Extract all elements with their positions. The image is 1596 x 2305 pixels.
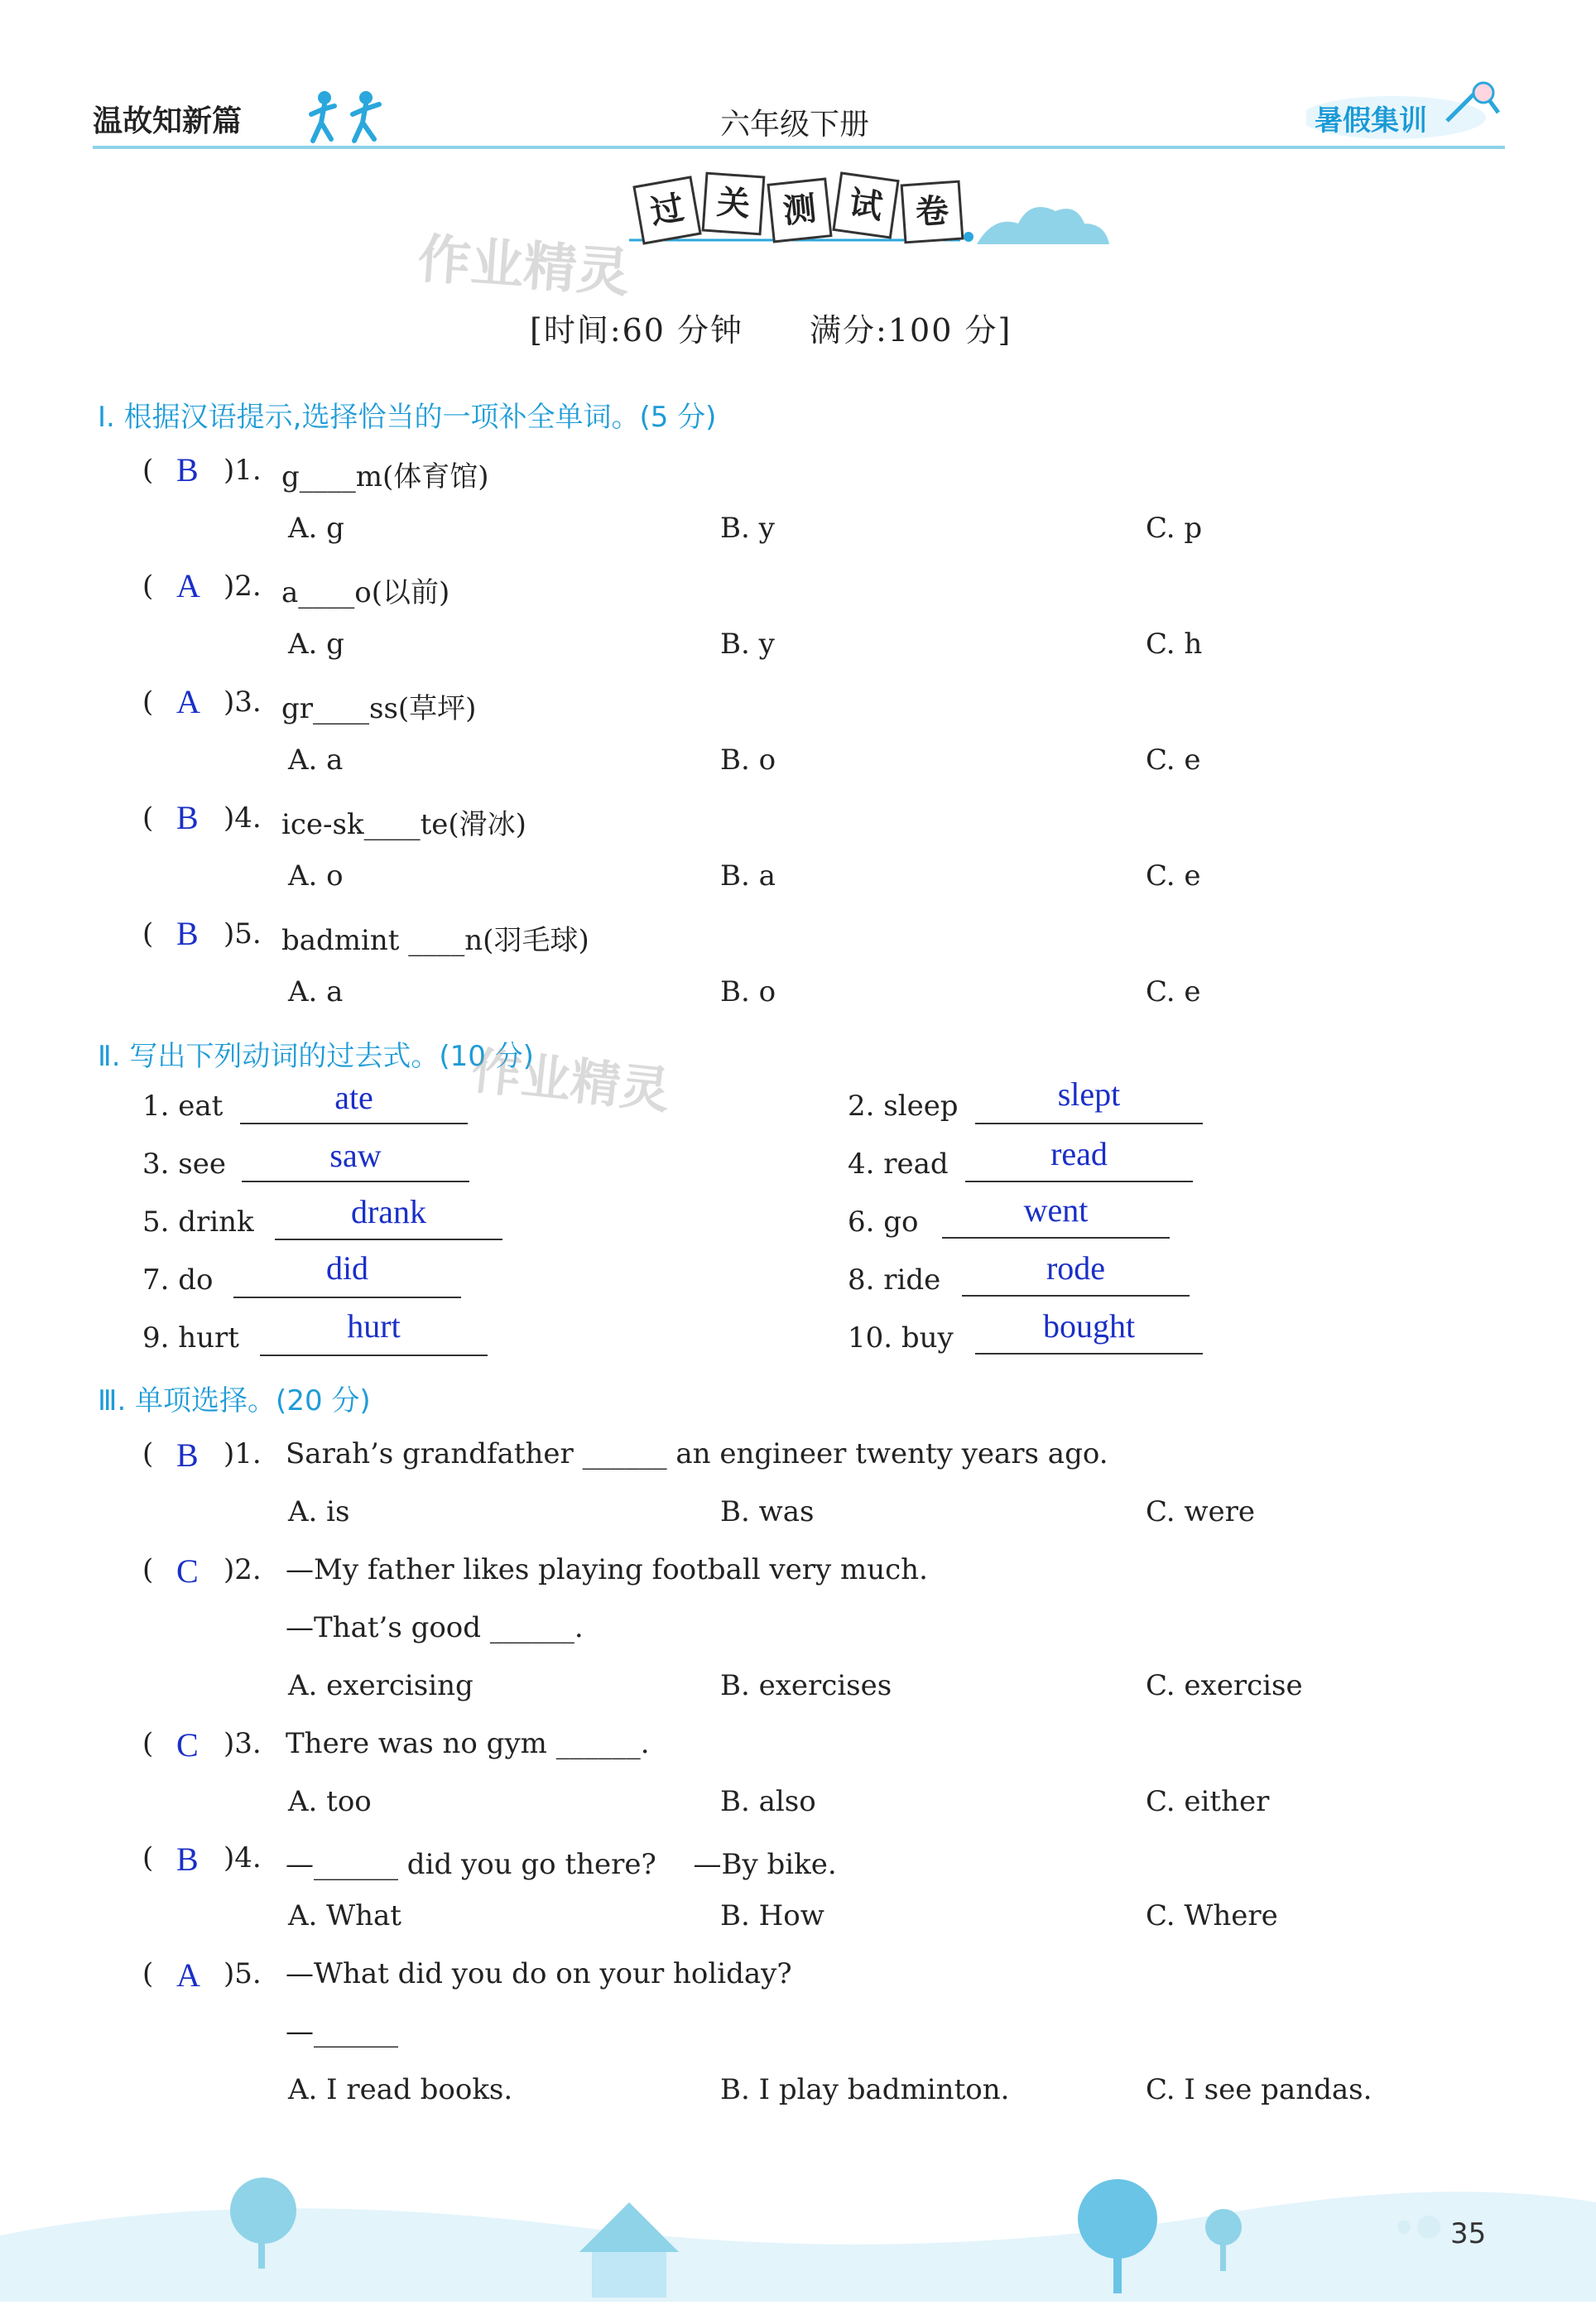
answer-mark: C [176, 1726, 199, 1764]
option-b: B. I play badminton. [720, 2073, 1010, 2106]
header-center-title: 六年级下册 [720, 108, 870, 142]
question-number: )5. [224, 917, 262, 950]
question-stem: g____m(体育馆) [281, 460, 489, 493]
question-paren: ( [142, 570, 154, 603]
verb-answer: saw [329, 1137, 382, 1174]
option-c: C. were [1146, 1495, 1256, 1528]
question-paren: ( [142, 1727, 154, 1760]
title-char-1: 过 [632, 176, 701, 244]
watermark-2: 作业精灵 [469, 1042, 673, 1121]
question-paren: ( [142, 1841, 154, 1874]
question-paren: ( [142, 454, 154, 487]
question-number: )5. [224, 1957, 262, 1990]
answer-line [233, 1297, 461, 1298]
question-number: )3. [224, 686, 262, 719]
option-c: C. exercise [1146, 1669, 1303, 1702]
verb-label: 9. hurt [142, 1321, 239, 1355]
question-stem-line2: —______ [286, 2015, 398, 2048]
question-stem: Sarah’s grandfather ______ an engineer twenty years ago. [286, 1437, 1108, 1470]
answer-line [242, 1181, 469, 1182]
option-a: A. g [288, 628, 344, 661]
answer-mark: B [176, 915, 199, 952]
question-stem: —My father likes playing football very much. [286, 1553, 928, 1586]
option-b: B. also [720, 1785, 816, 1818]
question-paren: ( [142, 1553, 154, 1586]
option-c: C. I see pandas. [1146, 2073, 1372, 2106]
answer-mark: A [176, 567, 200, 604]
option-c: C. p [1146, 512, 1203, 545]
header-logo [1315, 98, 1427, 138]
question-paren: ( [142, 917, 154, 950]
question-stem: gr____ss(草坪) [281, 692, 477, 725]
verb-label: 8. ride [848, 1263, 941, 1297]
question-number: )4. [224, 801, 262, 835]
verb-answer: hurt [347, 1307, 401, 1345]
answer-mark: B [176, 799, 199, 836]
question-paren: ( [142, 1437, 154, 1470]
watermark-1: 作业精灵 [416, 229, 632, 305]
answer-line [962, 1295, 1190, 1297]
verb-answer: slept [1057, 1076, 1121, 1113]
question-stem: a____o(以前) [281, 576, 450, 609]
verb-answer: read [1050, 1135, 1108, 1172]
question-stem: ice-sk____te(滑冰) [281, 808, 526, 841]
option-a: A. I read books. [288, 2073, 513, 2106]
verb-answer: went [1023, 1191, 1089, 1229]
page-number: 35 [1450, 2217, 1487, 2250]
title-char-2: 关 [702, 172, 766, 236]
option-b: B. y [720, 628, 775, 661]
verb-answer: did [325, 1249, 369, 1287]
option-b: B. o [720, 975, 776, 1008]
answer-line [942, 1237, 1170, 1239]
question-stem: —______ did you go there? —By bike. [286, 1848, 837, 1881]
option-a: A. is [288, 1495, 350, 1528]
verb-answer: rode [1046, 1249, 1106, 1287]
title-char-5: 卷 [901, 180, 964, 244]
verb-answer: bought [1042, 1307, 1136, 1345]
option-a: A. g [288, 512, 344, 545]
option-b: B. How [720, 1899, 824, 1932]
footer-landscape [0, 2136, 1596, 2302]
question-number: )3. [224, 1727, 262, 1760]
title-char-3: 测 [767, 177, 832, 243]
option-a: A. o [288, 859, 344, 893]
verb-label: 6. go [848, 1205, 919, 1239]
question-stem-line2: —That’s good ______. [286, 1611, 584, 1644]
option-a: A. too [288, 1785, 372, 1818]
option-a: A. exercising [288, 1669, 474, 1702]
question-number: )2. [224, 570, 262, 603]
verb-label: 1. eat [142, 1090, 224, 1123]
question-paren: ( [142, 1957, 154, 1990]
question-paren: ( [142, 686, 154, 719]
question-number: )1. [224, 1437, 262, 1470]
question-stem: —What did you do on your holiday? [286, 1957, 792, 1990]
header-left-title: 温故知新篇 [93, 104, 243, 138]
question-stem: badmint ____n(羽毛球) [281, 924, 589, 957]
question-number: )2. [224, 1553, 262, 1586]
section3-heading: Ⅲ. 单项选择。(20 分) [98, 1384, 371, 1417]
option-b: B. exercises [720, 1669, 892, 1702]
answer-mark: A [176, 1956, 200, 1994]
answer-mark: B [176, 1841, 199, 1878]
question-number: )4. [224, 1841, 262, 1874]
verb-label: 2. sleep [848, 1090, 959, 1123]
option-b: B. o [720, 743, 776, 777]
verb-label: 4. read [848, 1148, 949, 1181]
runners-icon [306, 89, 397, 151]
verb-label: 10. buy [848, 1321, 954, 1355]
section1-heading: Ⅰ. 根据汉语提示,选择恰当的一项补全单词。(5 分) [98, 401, 717, 434]
answer-line [975, 1123, 1203, 1124]
option-a: A. a [288, 975, 344, 1008]
answer-line [965, 1181, 1193, 1182]
option-c: C. either [1146, 1785, 1270, 1818]
answer-mark: B [176, 451, 199, 488]
option-a: A. What [288, 1899, 401, 1932]
verb-label: 7. do [142, 1263, 214, 1297]
answer-line [975, 1353, 1203, 1355]
test-title-banner [579, 166, 1118, 265]
header-logo-text: 暑假集训 [1315, 104, 1427, 137]
question-stem: There was no gym ______. [286, 1727, 650, 1760]
option-b: B. y [720, 512, 775, 545]
verb-label: 3. see [142, 1148, 226, 1181]
option-a: A. a [288, 743, 344, 777]
option-c: C. h [1146, 628, 1203, 661]
option-c: C. e [1146, 859, 1201, 893]
option-c: C. e [1146, 975, 1201, 1008]
section2-heading: Ⅱ. 写出下列动词的过去式。(10 分) [98, 1040, 534, 1073]
option-c: C. e [1146, 743, 1201, 777]
question-number: )1. [224, 454, 262, 487]
answer-line [240, 1123, 468, 1124]
answer-mark: A [176, 683, 200, 720]
option-b: B. was [720, 1495, 815, 1528]
answer-mark: C [176, 1552, 199, 1590]
answer-mark: B [176, 1436, 199, 1474]
question-paren: ( [142, 801, 154, 835]
option-b: B. a [720, 859, 776, 893]
answer-line [260, 1355, 488, 1356]
verb-answer: drank [350, 1193, 427, 1230]
verb-label: 5. drink [142, 1205, 254, 1239]
title-char-4: 试 [832, 171, 899, 238]
header-divider [93, 146, 1505, 149]
time-score-info: [时间:60 分钟 满分:100 分] [530, 312, 1012, 349]
answer-line [275, 1239, 502, 1240]
verb-answer: ate [334, 1079, 373, 1116]
option-c: C. Where [1146, 1899, 1278, 1932]
